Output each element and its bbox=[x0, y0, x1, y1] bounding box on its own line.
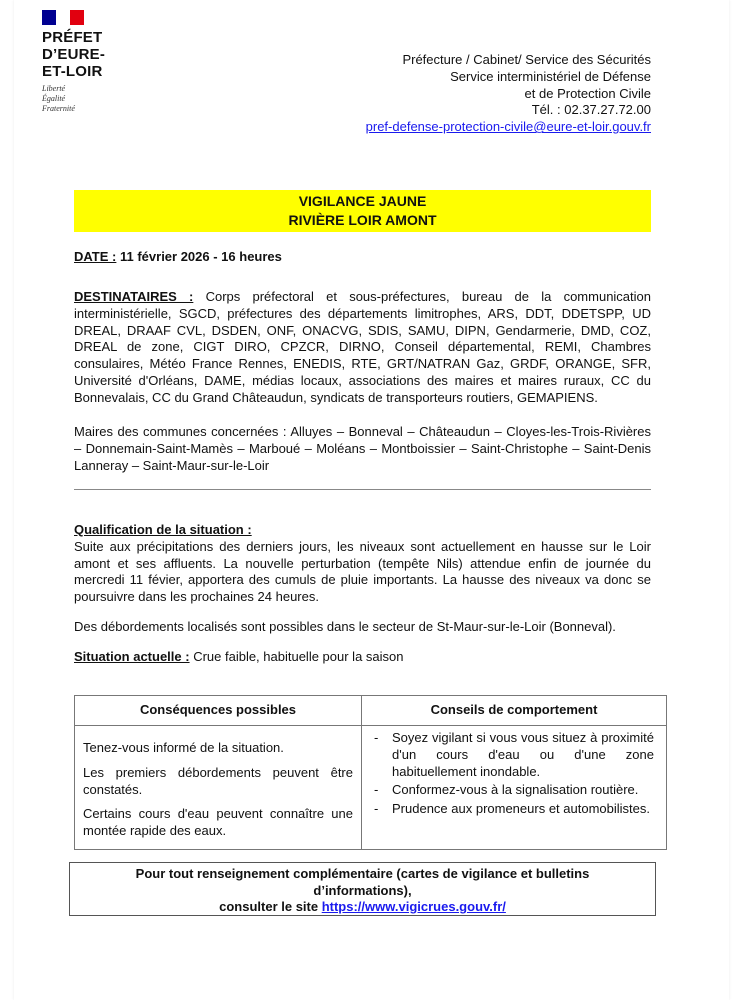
motto-line: Fraternité bbox=[42, 104, 75, 113]
motto-line: Liberté bbox=[42, 84, 66, 93]
vigilance-banner bbox=[74, 190, 651, 232]
mayors-list: Maires des communes concernées : Alluyes – Bonneval – Châteaudun – Cloyes-les-Trois-Rivières – Donnemain-Saint-Mamès – Marboué – Moléans – Montboissier – Saint-Christophe – Saint-Denis Lanneray – Saint-Maur-sur-le-Loir bbox=[74, 424, 651, 473]
banner-subtitle: RIVIÈRE LOIR AMONT bbox=[288, 212, 437, 228]
advice-cell bbox=[362, 726, 667, 850]
date-line bbox=[74, 249, 651, 266]
info-line: Pour tout renseignement complémentaire (cartes de vigilance et bulletins bbox=[135, 866, 590, 881]
advice-item: - Prudence aux promeneurs et automobilistes. bbox=[374, 801, 654, 818]
logo-line: PRÉFET bbox=[42, 29, 103, 46]
date-value: 11 février 2026 - 16 heures bbox=[116, 249, 282, 264]
recipients bbox=[74, 289, 651, 407]
qualification-text: Suite aux précipitations des derniers jours, les niveaux sont actuellement en hausse sur le Loir amont et ses affluents. La nouvelle perturbation (tempête Nils) attendue enfin de journée du mercredi 11 févier, apportera des cumuls de pluie importants. La hausse des niveaux va donc se poursuivre dans les prochaines 24 heures. bbox=[74, 538, 651, 605]
header-consequences: Conséquences possibles bbox=[75, 696, 362, 726]
banner-title: VIGILANCE JAUNE bbox=[298, 193, 427, 209]
address-line: Service interministériel de Défense bbox=[450, 68, 651, 84]
qualification-text-2: Des débordements localisés sont possibles dans le secteur de St-Maur-sur-le-Loir (Bonneval). bbox=[74, 618, 616, 634]
french-flag-logo bbox=[42, 10, 84, 25]
consequence-item: Certains cours d'eau peuvent connaître une montée rapide des eaux. bbox=[83, 806, 353, 839]
phone-line: Tél. : 02.37.27.72.00 bbox=[531, 102, 651, 118]
consequences-cell bbox=[75, 726, 362, 850]
divider bbox=[74, 489, 651, 490]
consequence-item: Les premiers débordements peuvent être constatés. bbox=[83, 764, 353, 797]
consequences-advice-table bbox=[74, 695, 667, 850]
more-info-box bbox=[69, 862, 656, 916]
logo-line: D’EURE- bbox=[42, 46, 106, 63]
prefecture-logo-title bbox=[42, 29, 105, 80]
advice-item: - Soyez vigilant si vous vous situez à proximité d'un cours d'eau ou d'une zone habituellement inondable. bbox=[374, 730, 654, 780]
email-link[interactable]: pref-defense-protection-civile@eure-et-loir.gouv.fr bbox=[365, 119, 651, 135]
republic-motto bbox=[42, 84, 75, 114]
logo-line: ET-LOIR bbox=[42, 63, 103, 80]
header-advice: Conseils de comportement bbox=[362, 696, 667, 726]
vigicrues-link[interactable]: https://www.vigicrues.gouv.fr/ bbox=[321, 899, 506, 914]
situation-value: Crue faible, habituelle pour la saison bbox=[189, 648, 404, 664]
info-line: d’informations), bbox=[313, 882, 412, 898]
motto-line: Égalité bbox=[42, 94, 66, 103]
qualification-label: Qualification de la situation : bbox=[74, 522, 252, 537]
advice-item: - Conformez-vous à la signalisation routière. bbox=[374, 782, 654, 799]
recipients-label: DESTINATAIRES : bbox=[74, 289, 194, 304]
date-label: DATE : bbox=[74, 249, 117, 264]
info-line: consulter le site bbox=[219, 899, 322, 914]
consequence-item: Tenez-vous informé de la situation. bbox=[83, 740, 284, 755]
situation-label: Situation actuelle : bbox=[74, 648, 190, 664]
address-line: Préfecture / Cabinet/ Service des Sécurités bbox=[402, 52, 651, 67]
address-line: et de Protection Civile bbox=[524, 85, 651, 101]
recipients-text: Corps préfectoral et sous-préfectures, bureau de la communication interministérielle, SGCD, préfectures des départements limitrophes, ARS, DDT, DDETSPP, UD DREAL, DRAAF CVL, DSDEN, ONF, ONACVG, SDIS, SAMU, DIPN, Gendarmerie, DMD, COZ, DREAL de zone, CIGT DIRO, CPZCR, DIRNO, Conseil départemental, REMI, Chambres consulaires, Météo France Rennes, ENEDIS, RTE, GRT/NATRAN Gaz, GRDF, ORANGE, SFR, Université d'Orléans, DAME, médias locaux, associations des maires et maires ruraux, CC du Bonnevalais, CC du Grand Châteaudun, syndicats de transporteurs routiers, GEMAPIENS. bbox=[74, 289, 651, 405]
qualification-section bbox=[74, 522, 651, 666]
document-page bbox=[14, 0, 729, 1000]
sender-address bbox=[366, 52, 651, 136]
